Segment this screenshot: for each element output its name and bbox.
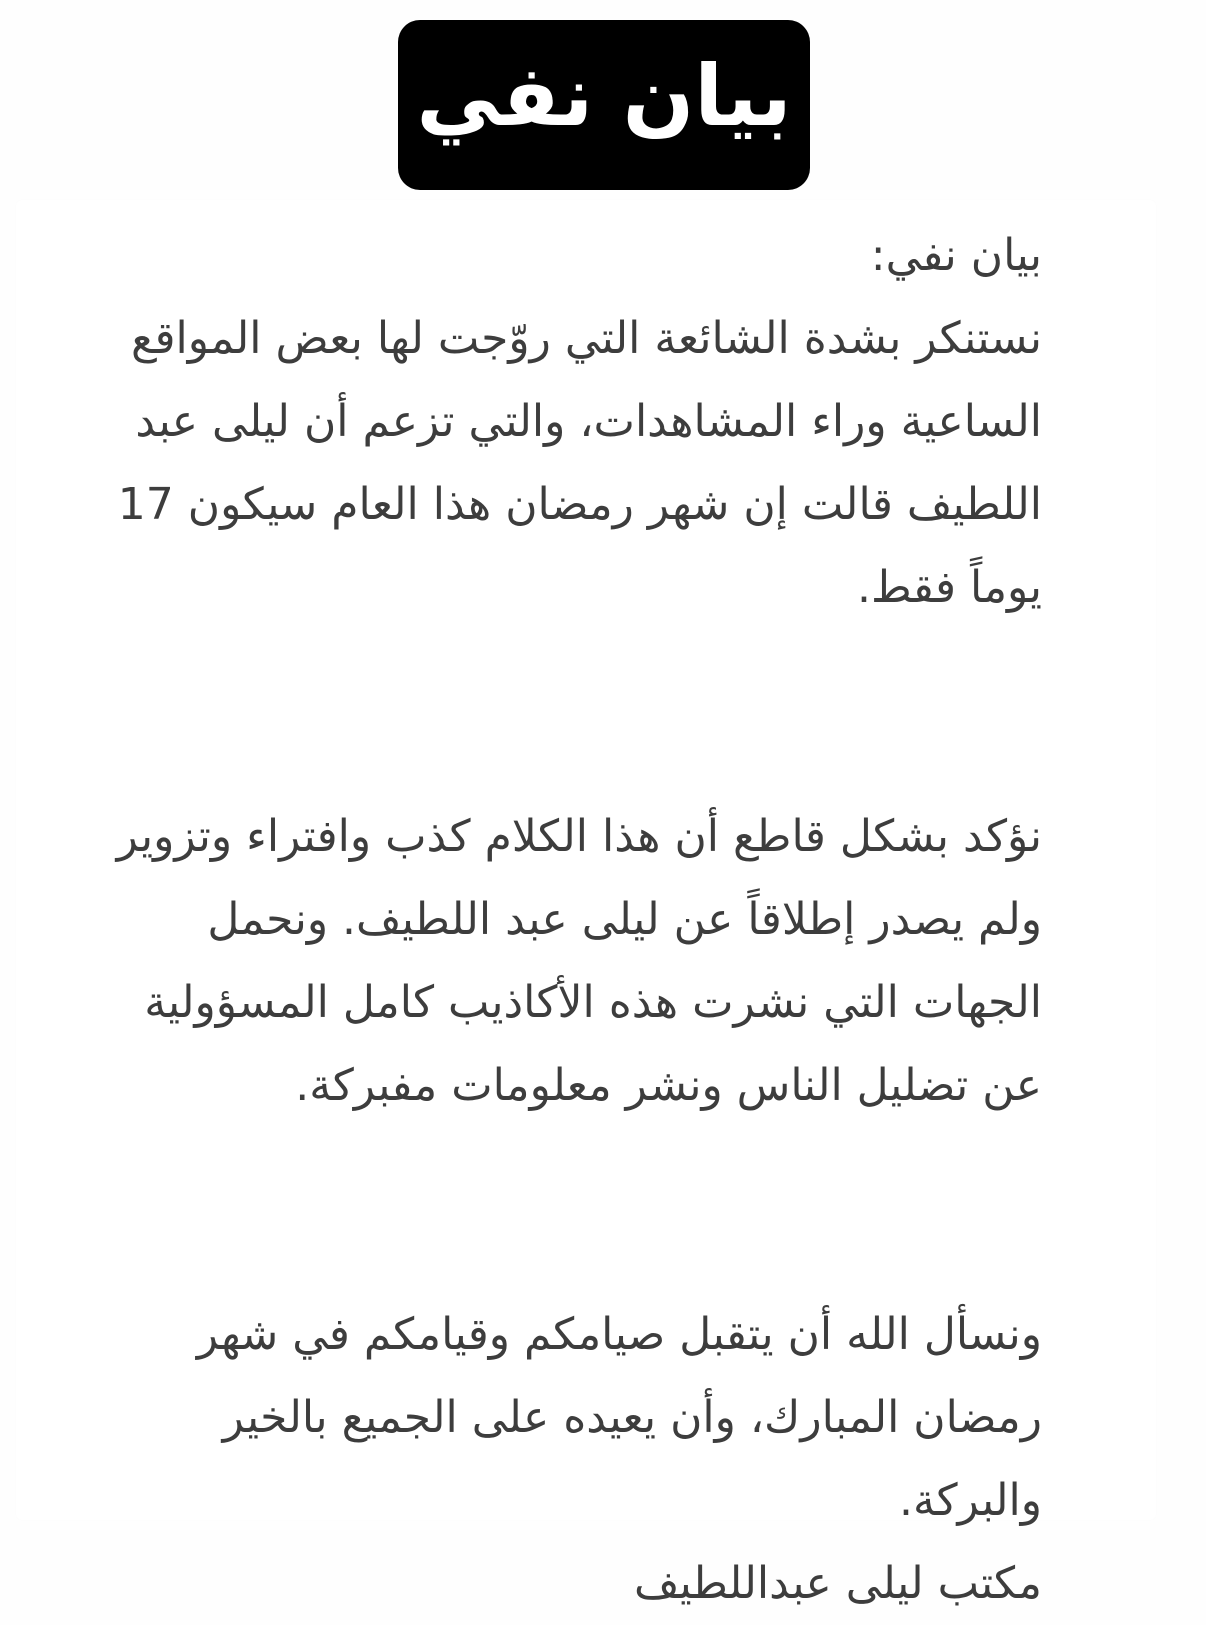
statement-body — [82, 214, 1042, 1625]
paragraph-blessing: ونسأل الله أن يتقبل صيامكم وقيامكم في شهر رمضان المبارك، وأن يعيده على الجميع بالخير والبركة. — [196, 1309, 1042, 1526]
paragraph-spacer — [82, 629, 1042, 795]
paragraph-spacer — [82, 1127, 1042, 1293]
signature: مكتب ليلى عبداللطيف — [634, 1558, 1042, 1609]
paragraph-denial: نؤكد بشكل قاطع أن هذا الكلام كذب وافتراء وتزوير ولم يصدر إطلاقاً عن ليلى عبد اللطيف. ونحمل الجهات التي نشرت هذه الأكاذيب كامل المسؤولية عن تضليل الناس ونشر معلومات مفبركة. — [116, 811, 1042, 1111]
title-text: بيان نفي — [416, 47, 792, 145]
statement-heading: بيان نفي: — [870, 230, 1042, 281]
title-badge — [398, 20, 810, 190]
paragraph-rumor: نستنكر بشدة الشائعة التي روّجت لها بعض المواقع الساعية وراء المشاهدات، والتي تزعم أن ليلى عبد اللطيف قالت إن شهر رمضان هذا العام سيكون 17 يوماً فقط. — [117, 313, 1042, 613]
